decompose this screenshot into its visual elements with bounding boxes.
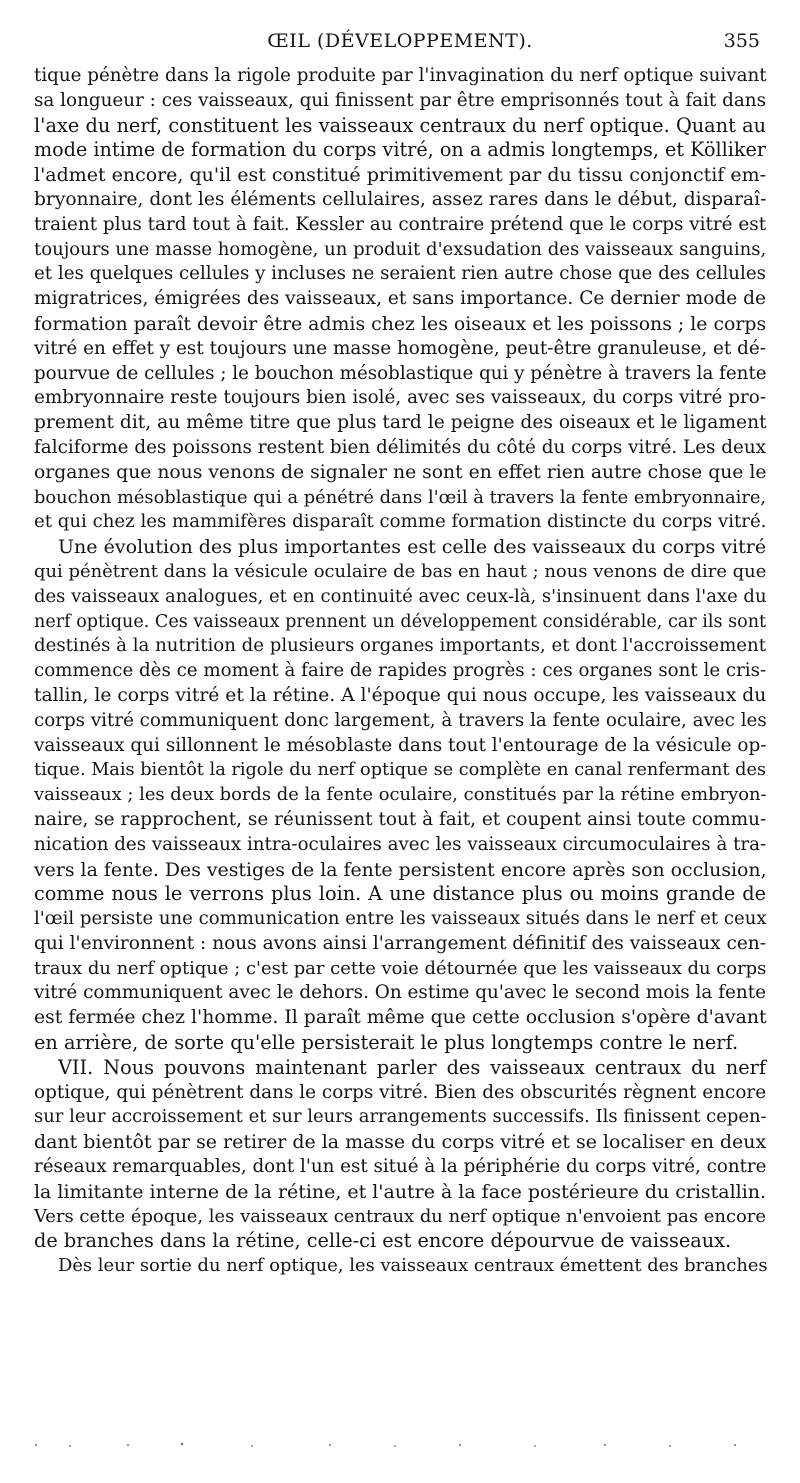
text-line: réseaux remarquables, dont l'un est situé à la périphérie du corps vitré, contre: [34, 1156, 767, 1178]
text-line: vaisseaux qui sillonnent le mésoblaste dans tout l'entourage de la vésicule op-: [34, 734, 767, 756]
text-line: Dès leur sortie du nerf optique, les vaisseaux centraux émettent des branches: [58, 1255, 768, 1277]
text-line: tique pénètre dans la rigole produite par l'invagination du nerf optique suivant: [34, 65, 767, 86]
text-line: des vaisseaux analogues, et en continuité avec ceux-là, s'insinuent dans l'axe du: [34, 585, 767, 607]
text-line: est fermée chez l'homme. Il paraît même que cette occlusion s'opère d'avant: [34, 1007, 767, 1029]
text-line: comme nous le verrons plus loin. A une distance plus ou moins grande de: [34, 882, 766, 906]
text-line: organes que nous venons de signaler ne sont en effet rien autre chose que le: [34, 461, 767, 483]
text-line: qui pénètrent dans la vésicule oculaire de bas en haut ; nous venons de dire que: [34, 560, 767, 582]
text-line: tallin, le corps vitré et la rétine. A l'époque qui nous occupe, les vaisseaux du: [34, 684, 767, 706]
text-line: et qui chez les mammifères disparaît comme formation distincte du corps vitré.: [34, 511, 767, 533]
text-line: nerf optique. Ces vaisseaux prennent un développement considérable, car ils sont: [34, 611, 767, 632]
text-line: dant bientôt par se retirer de la masse du corps vitré et se localiser en deux: [34, 1131, 767, 1154]
text-line: embryonnaire reste toujours bien isolé, avec ses vaisseaux, du corps vitré pro-: [34, 387, 767, 409]
text-line: et les quelques cellules y incluses ne seraient rien autre chose que des cellules: [34, 263, 766, 285]
text-line: vitré communiquent avec le dehors. On estime qu'avec le second mois la fente: [34, 982, 766, 1004]
text-line: corps vitré communiquent donc largement, à travers la fente oculaire, avec les: [34, 709, 767, 731]
text-line: bouchon mésoblastique qui a pénétré dans l'œil à travers la fente embryonnaire,: [34, 486, 767, 508]
text-line: naire, se rapprochent, se réunissent tout à fait, et coupent ainsi toute commu-: [34, 808, 767, 830]
text-line: vaisseaux ; les deux bords de la fente oculaire, constitués par la rétine embryon-: [34, 784, 767, 806]
text-line: VII. Nous pouvons maintenant parler des vaisseaux centraux du nerf: [58, 1055, 766, 1079]
paragraph: [34, 535, 766, 1056]
text-line: vitré en effet y est toujours une masse homogène, peut-être granuleuse, et dé-: [34, 337, 766, 359]
paragraph: [34, 1056, 766, 1254]
text-line: de branches dans la rétine, celle-ci est encore dépourvue de vaisseaux.: [34, 1229, 732, 1253]
text-line: optique, qui pénètrent dans le corps vitré. Bien des obscurités règnent encore: [34, 1081, 767, 1103]
text-line: destinés à la nutrition de plusieurs organes importants, et dont l'accroissement: [34, 635, 766, 657]
paragraph: [34, 64, 766, 535]
text-line: tique. Mais bientôt la rigole du nerf optique se complète en canal renfermant des: [34, 760, 766, 781]
text-line: l'œil persiste une communication entre les vaisseaux situés dans le nerf et ceux: [34, 908, 767, 930]
running-title: ŒIL (DÉVELOPPEMENT).: [267, 30, 533, 52]
text-line: falciforme des poissons restent bien délimités du côté du corps vitré. Les deux: [34, 436, 766, 458]
text-line: en arrière, de sorte qu'elle persisterait le plus longtemps contre le nerf.: [34, 1031, 739, 1055]
text-line: Vers cette époque, les vaisseaux centraux du nerf optique n'envoient pas encore: [34, 1205, 766, 1227]
text-line: sa longueur : ces vaisseaux, qui finissent par être emprisonnés tout à fait dans: [34, 89, 766, 111]
text-line: migratrices, émigrées des vaisseaux, et sans importance. Ce dernier mode de: [34, 288, 766, 310]
text-line: nication des vaisseaux intra-oculaires avec les vaisseaux circumoculaires à tra-: [34, 833, 767, 855]
paper-specks: [30, 1440, 770, 1452]
paragraph: [34, 1254, 766, 1279]
text-line: vers la fente. Des vestiges de la fente persistent encore après son occlusion,: [34, 858, 767, 881]
text-line: l'axe du nerf, constituent les vaisseaux centraux du nerf optique. Quant au: [34, 113, 766, 137]
text-line: mode intime de formation du corps vitré, on a admis longtemps, et Kölliker: [34, 138, 766, 162]
text-line: Une évolution des plus importantes est celle des vaisseaux du corps vitré: [58, 536, 767, 559]
text-line: formation paraît devoir être admis chez les oiseaux et les poissons ; le corps: [34, 312, 767, 335]
text-line: commence dès ce moment à faire de rapides progrès : ces organes sont le cris-: [34, 660, 767, 682]
page-number: 355: [723, 30, 760, 52]
text-line: traient plus tard tout à fait. Kessler au contraire prétend que le corps vitré est: [34, 213, 767, 235]
text-line: sur leur accroissement et sur leurs arrangements successifs. Ils finissent cepen-: [34, 1106, 767, 1128]
text-line: la limitante interne de la rétine, et l'autre à la face postérieure du cristallin.: [34, 1180, 766, 1203]
text-line: traux du nerf optique ; c'est par cette voie détournée que les vaisseaux du corps: [34, 957, 767, 979]
text-line: bryonnaire, dont les éléments cellulaires, assez rares dans le début, disparaî-: [34, 188, 767, 210]
text-line: prement dit, au même titre que plus tard le peigne des oiseaux et le ligament: [34, 412, 767, 434]
body-text: [34, 64, 766, 1279]
text-line: pourvue de cellules ; le bouchon mésoblastique qui y pénètre à travers la fente: [34, 362, 767, 384]
running-header: [38, 30, 762, 54]
text-line: qui l'environnent : nous avons ainsi l'arrangement définitif des vaisseaux cen-: [34, 932, 766, 954]
text-line: l'admet encore, qu'il est constitué primitivement par du tissu conjonctif em-: [34, 164, 766, 187]
text-line: toujours une masse homogène, un produit d'exsudation des vaisseaux sanguins,: [34, 238, 767, 260]
